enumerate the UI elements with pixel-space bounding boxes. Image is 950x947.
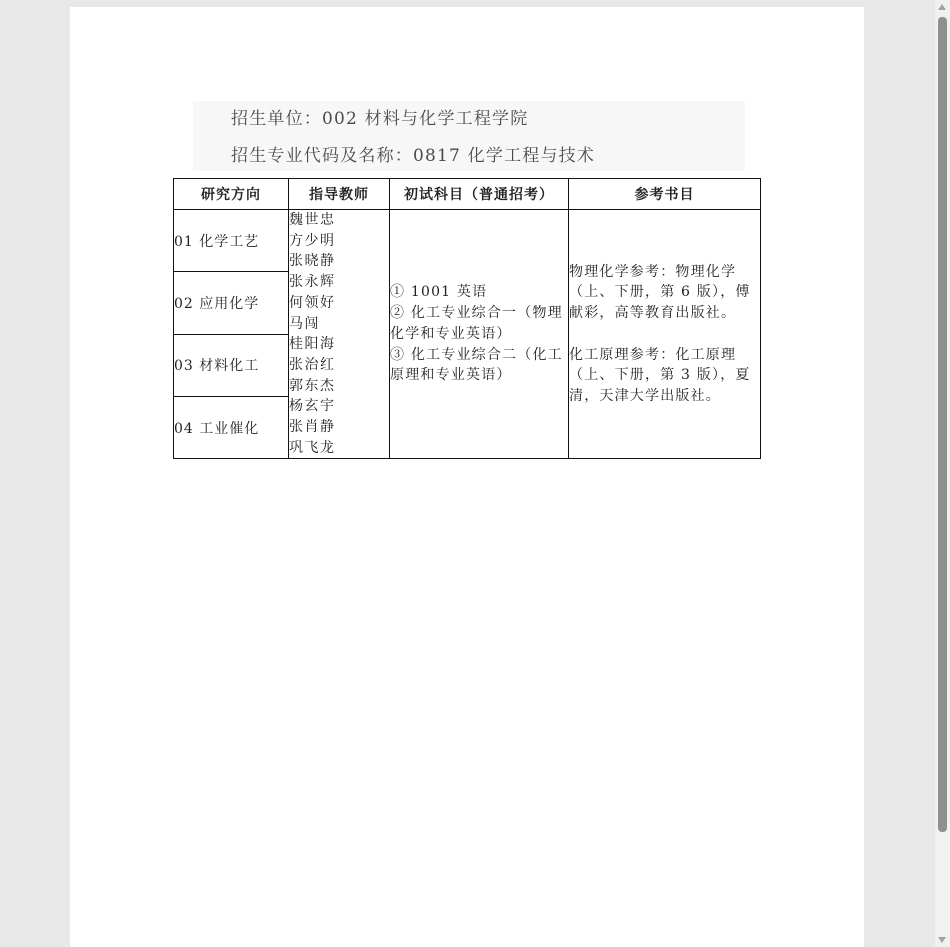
table-header-row [174, 179, 761, 210]
exam-subject: ① 1001 英语 [390, 284, 488, 301]
reference-book: 化工原理参考：化工原理（上、下册，第 3 版），夏清，天津大学出版社。 [569, 346, 751, 405]
advisor-name: 张永辉 [289, 274, 336, 291]
vertical-scrollbar[interactable] [935, 0, 950, 947]
advisor-name: 桂阳海 [289, 336, 336, 353]
enrollment-unit-line: 招生单位：002 材料与化学工程学院 [231, 109, 529, 129]
advisor-name: 方少明 [289, 232, 336, 249]
enrollment-table [173, 178, 761, 459]
reference-books-cell [569, 210, 761, 459]
advisor-name: 张治红 [289, 356, 336, 373]
advisor-name: 何领好 [289, 294, 336, 311]
advisor-name: 杨玄宇 [289, 398, 336, 415]
direction-cell: 01 化学工艺 [174, 210, 289, 272]
paragraph-gap [569, 324, 760, 345]
direction-cell: 02 应用化学 [174, 272, 289, 334]
scroll-up-arrow-icon[interactable] [938, 4, 946, 10]
exam-subjects-cell [390, 210, 569, 459]
exam-subject: ② 化工专业综合一（物理化学和专业英语） [390, 305, 563, 342]
advisors-cell [289, 210, 390, 459]
direction-cell: 03 材料化工 [174, 334, 289, 396]
direction-cell: 04 工业催化 [174, 397, 289, 459]
header-reference-books: 参考书目 [569, 179, 761, 210]
advisor-name: 张肖静 [289, 419, 336, 436]
advisor-name: 巩飞龙 [289, 439, 336, 456]
header-exam-subjects: 初试科目（普通招考） [390, 179, 569, 210]
advisor-name: 张晓静 [289, 253, 336, 270]
advisor-name: 马闯 [289, 315, 320, 332]
scrollbar-thumb[interactable] [938, 17, 947, 832]
advisor-name: 魏世忠 [289, 212, 336, 228]
scroll-down-arrow-icon[interactable] [938, 937, 946, 943]
header-advisor: 指导教师 [289, 179, 390, 210]
exam-subject: ③ 化工专业综合二（化工原理和专业英语） [390, 346, 563, 384]
table-row [174, 210, 761, 272]
major-code-line: 招生专业代码及名称：0817 化学工程与技术 [231, 146, 596, 166]
reference-book: 物理化学参考：物理化学（上、下册，第 6 版），傅献彩，高等教育出版社。 [569, 263, 751, 322]
header-research-direction: 研究方向 [174, 179, 289, 210]
advisor-name: 郭东杰 [289, 377, 336, 394]
